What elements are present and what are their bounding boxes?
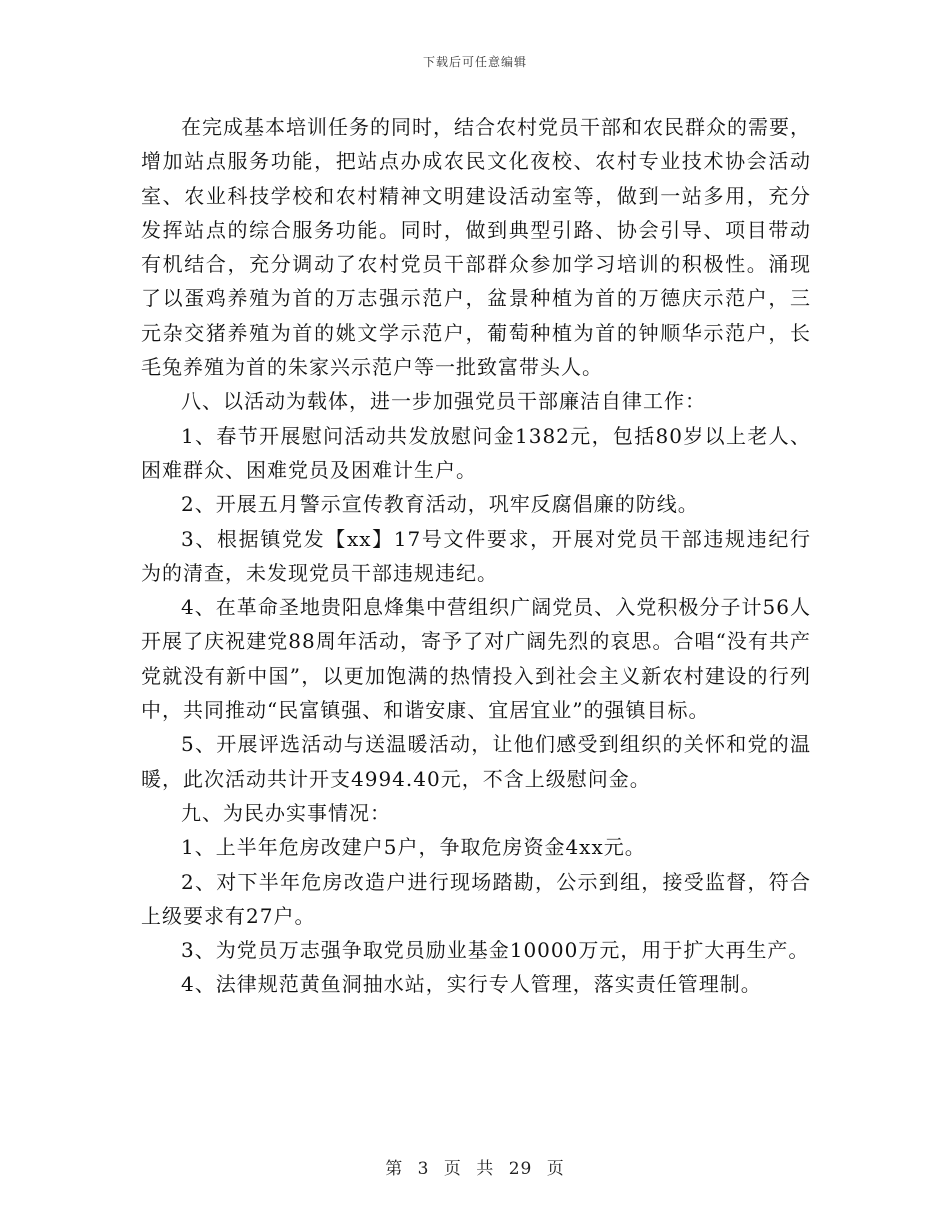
paragraph: 在完成基本培训任务的同时，结合农村党员干部和农民群众的需要，增加站点服务功能，把站点办成农民文化夜校、农村专业技术协会活动室、农业科技学校和农村精神文明建设活动室等，做到一站多用，充分发挥站点的综合服务功能。同时，做到典型引路、协会引导、项目带动有机结合，充分调动了农村党员干部群众参加学习培训的积极性。涌现了以蛋鸡养殖为首的万志强示范户，盆景种植为首的万德庆示范户，三元杂交猪养殖为首的姚文学示范户，葡萄种植为首的钟顺华示范户，长毛兔养殖为首的朱家兴示范户等一批致富带头人。 <box>141 115 811 380</box>
paragraph: 5、开展评选活动与送温暖活动，让他们感受到组织的关怀和党的温暖，此次活动共计开支4994.40元，不含上级慰问金。 <box>141 732 811 791</box>
paragraph: 1、春节开展慰问活动共发放慰问金1382元，包括80岁以上老人、困难群众、困难党员及困难计生户。 <box>141 423 811 482</box>
paragraph: 3、根据镇党发【xx】17号文件要求，开展对党员干部违规违纪行为的清查，未发现党员干部违规违纪。 <box>141 526 811 585</box>
paragraph: 2、开展五月警示宣传教育活动，巩牢反腐倡廉的防线。 <box>181 492 699 517</box>
document-body <box>141 110 811 1002</box>
section-heading: 九、为民办实事情况： <box>181 800 391 825</box>
section-heading: 八、以活动为载体，进一步加强党员干部廉洁自律工作： <box>181 389 706 414</box>
paragraph: 4、法律规范黄鱼洞抽水站，实行专人管理，落实责任管理制。 <box>181 972 762 997</box>
header-note: 下载后可任意编辑 <box>422 55 527 69</box>
page-number: 第 3 页 共 29 页 <box>385 1159 565 1179</box>
paragraph: 1、上半年危房改建户5户，争取危房资金4xx元。 <box>181 835 646 860</box>
paragraph: 4、在革命圣地贵阳息烽集中营组织广阔党员、入党积极分子计56人开展了庆祝建党88周年活动，寄予了对广阔先烈的哀思。合唱“没有共产党就没有新中国”，以更加饱满的热情投入到社会主义新农村建设的行列中，共同推动“民富镇强、和谐安康、宜居宜业”的强镇目标。 <box>141 595 811 723</box>
paragraph: 3、为党员万志强争取党员励业基金10000万元，用于扩大再生产。 <box>181 938 810 963</box>
paragraph: 2、对下半年危房改造户进行现场踏勘，公示到组，接受监督，符合上级要求有27户。 <box>141 869 811 928</box>
